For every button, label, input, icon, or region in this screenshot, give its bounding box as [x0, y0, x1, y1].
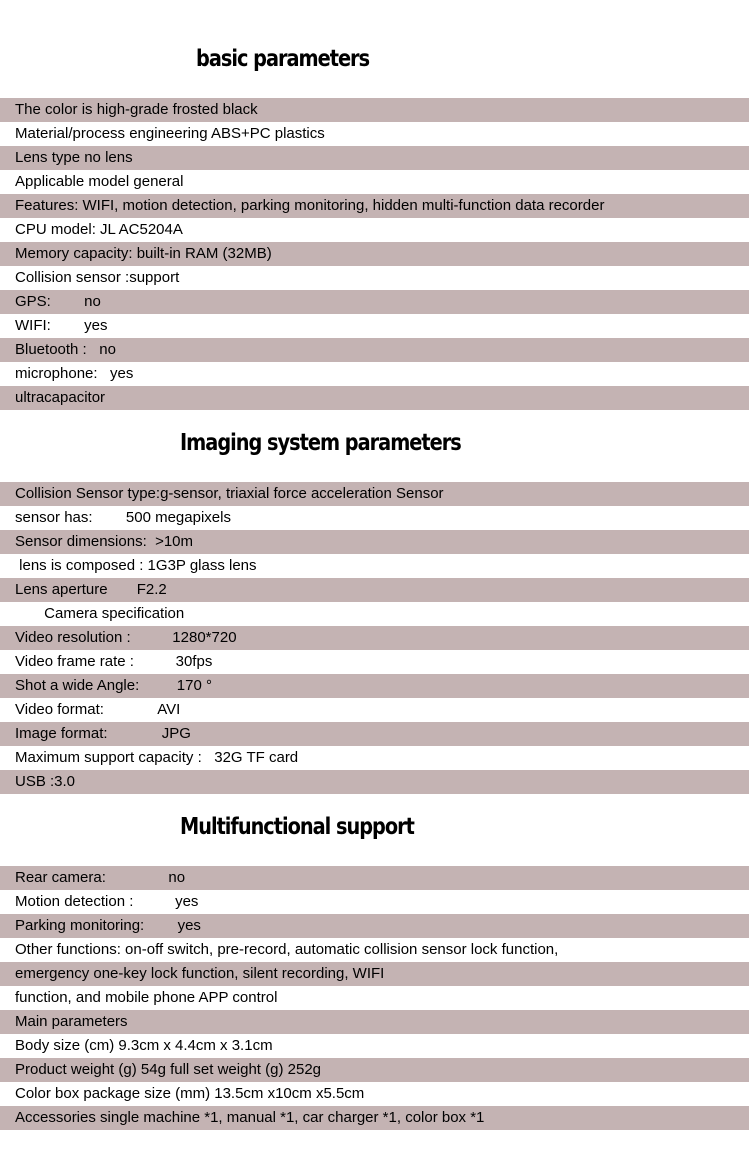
spec-row: The color is high-grade frosted black: [0, 98, 749, 122]
section-title-multifunctional-support: Multifunctional support: [180, 814, 414, 840]
spec-row: GPS: no: [0, 290, 749, 314]
spec-row: ultracapacitor: [0, 386, 749, 410]
spec-row: lens is composed : 1G3P glass lens: [15, 557, 257, 574]
spec-row: Sensor dimensions: >10m: [0, 530, 749, 554]
spec-row: Rear camera: no: [0, 866, 749, 890]
spec-row: function, and mobile phone APP control: [15, 989, 278, 1006]
imaging-parameters-list: [0, 482, 749, 794]
spec-row: Lens type no lens: [0, 146, 749, 170]
spec-row: Applicable model general: [15, 173, 184, 190]
spec-row: WIFI: yes: [15, 317, 108, 334]
spec-row: Memory capacity: built-in RAM (32MB): [0, 242, 749, 266]
section-title-imaging-system-parameters: Imaging system parameters: [180, 430, 461, 456]
spec-row: USB :3.0: [0, 770, 749, 794]
spec-row: microphone: yes: [15, 365, 134, 382]
spec-row: Maximum support capacity : 32G TF card: [15, 749, 299, 766]
spec-row: Video frame rate : 30fps: [15, 653, 213, 670]
spec-row: Parking monitoring: yes: [0, 914, 749, 938]
spec-row: emergency one-key lock function, silent recording, WIFI: [0, 962, 749, 986]
spec-row: Image format: JPG: [0, 722, 749, 746]
spec-row: Video format: AVI: [15, 701, 181, 718]
spec-row: Shot a wide Angle: 170 °: [0, 674, 749, 698]
spec-row: Main parameters: [0, 1010, 749, 1034]
spec-row: Bluetooth : no: [0, 338, 749, 362]
spec-row: Video resolution : 1280*720: [0, 626, 749, 650]
spec-row: Other functions: on-off switch, pre-record, automatic collision sensor lock function,: [15, 941, 559, 958]
spec-row: Color box package size (mm) 13.5cm x10cm x5.5cm: [15, 1085, 365, 1102]
spec-row: Product weight (g) 54g full set weight (g) 252g: [0, 1058, 749, 1082]
spec-row: Material/process engineering ABS+PC plastics: [15, 125, 325, 142]
spec-row: sensor has: 500 megapixels: [15, 509, 231, 526]
spec-row: Collision Sensor type:g-sensor, triaxial force acceleration Sensor: [0, 482, 749, 506]
spec-row: Accessories single machine *1, manual *1, car charger *1, color box *1: [0, 1106, 749, 1130]
spec-row: Motion detection : yes: [15, 893, 199, 910]
spec-row: Features: WIFI, motion detection, parking monitoring, hidden multi-function data recorder: [0, 194, 749, 218]
multifunctional-support-list: [0, 866, 749, 1130]
spec-row: Lens aperture F2.2: [0, 578, 749, 602]
spec-row: Body size (cm) 9.3cm x 4.4cm x 3.1cm: [15, 1037, 273, 1054]
basic-parameters-list: [0, 98, 749, 410]
section-title-basic-parameters: basic parameters: [196, 46, 370, 72]
spec-row: Camera specification: [15, 605, 185, 622]
spec-row: CPU model: JL AC5204A: [15, 221, 183, 238]
spec-row: Collision sensor :support: [15, 269, 180, 286]
